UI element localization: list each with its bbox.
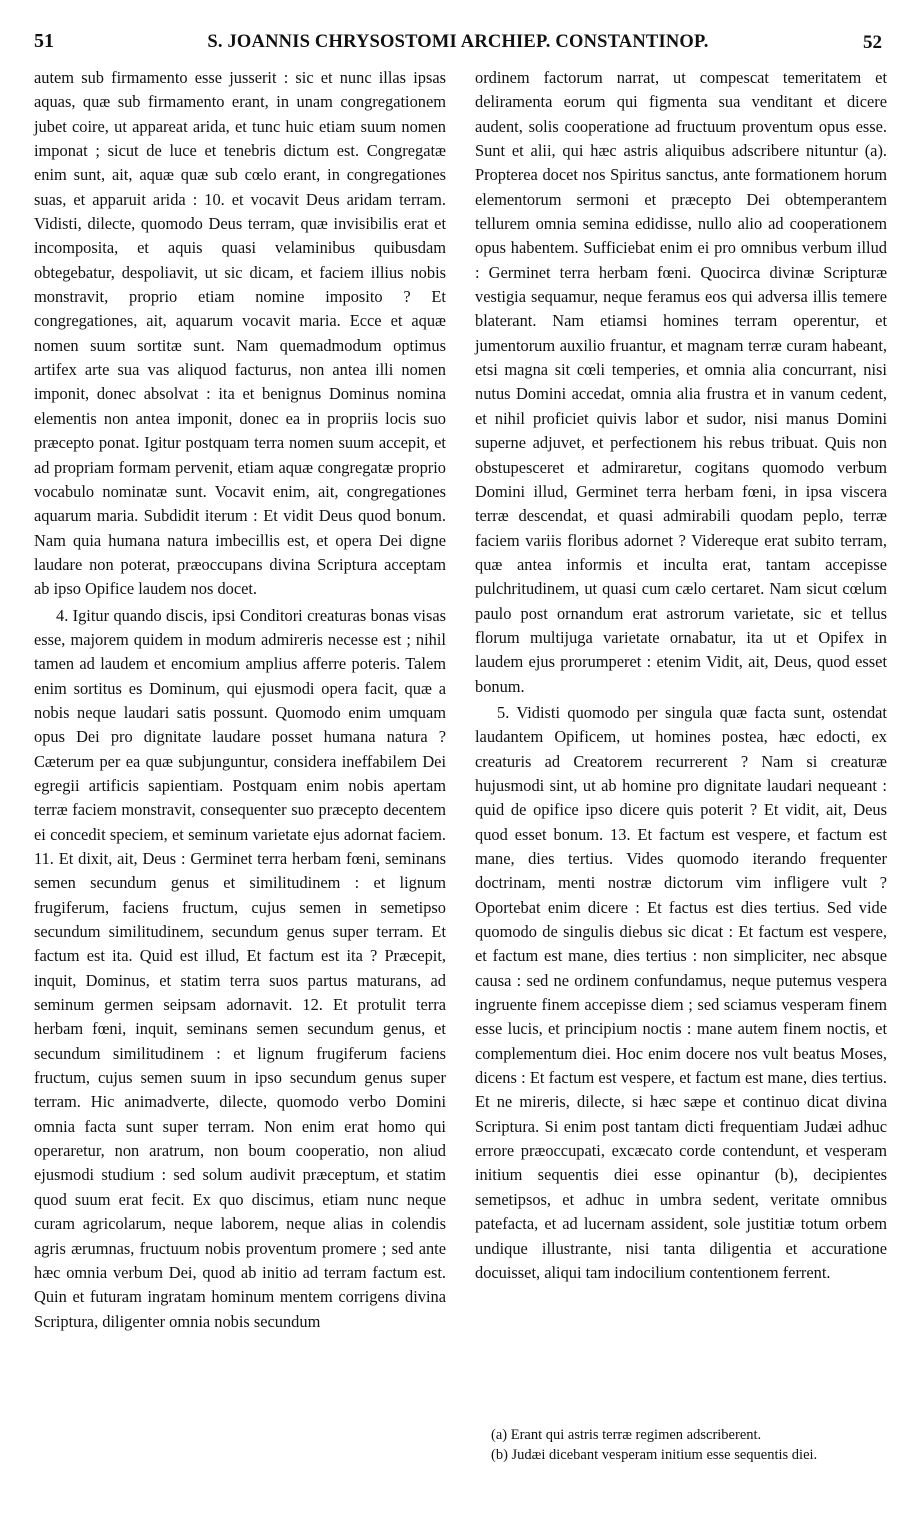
page-number-left: 51 xyxy=(34,30,54,52)
page-header xyxy=(34,30,882,60)
running-title: S. JOANNIS CHRYSOSTOMI ARCHIEP. CONSTANTINOP. xyxy=(207,32,709,52)
footnotes xyxy=(491,1425,891,1465)
right-column xyxy=(475,66,887,1285)
paragraph: 4. Igitur quando discis, ipsi Conditori creaturas bonas visas esse, majorem quidem in modum admireris necesse est ; nihil tamen ad laudem et encomium amplius afferre poteris. Talem enim sortitus es Dominum, qui ejusmodi opera facit, quæ a nobis neque laudari satis possunt. Quomodo enim umquam opus Dei pro dignitate laudare posset humana natura ? Cæterum per ea quæ subjunguntur, considera ineffabilem Dei egregii artificis sapientiam. Postquam enim nobis apertam terræ faciem monstravit, consequenter suo præcepto decentem ei concedit speciem, et seminum varietate ejus adornat faciem. 11. Et dixit, ait, Deus : Germinet terra herbam fœni, seminans semen secundum genus et similitudinem : et lignum frugiferum, faciens fructum, cujus semen in semetipso secundum similitudinem, secundum genus super terram. Et factum est ita. Quid est illud, Et factum est ita ? Præcepit, inquit, Dominus, et statim terra suos partus maturans, ad seminum germen seipsam adornavit. 12. Et protulit terra herbam fœni, inquit, seminans semen secundum genus, et secundum similitudinem : et lignum frugiferum faciens fructum, cujus semen suum in ipso secundum genus super terram. Hic animadverte, dilecte, quomodo verbo Domini omnia facta sunt super terram. Non enim erat homo qui operaretur, non aratrum, non boum cooperatio, non aliud ejusmodi studium : sed solum audivit præceptum, et statim quod suum erat fecit. Ex quo discimus, etiam nunc neque curam agricolarum, neque laborem, neque alias in colendis agris ærumnas, fructuum nobis proventum promere ; sed ante hæc omnia verbum Dei, quod ab initio ad terram factum est. Quin et futuram ingratam hominum mentem corrigens divina Scriptura, diligenter omnia nobis secundum xyxy=(34,605,446,1331)
paragraph: autem sub firmamento esse jusserit : sic et nunc illas ipsas aquas, quæ sub firmamento erant, in unam congregationem jubet coire, ut appareat arida, et tunc huic etiam suum nomen imponat ; sicut de luce et tenebris dictum est. Congregatæ enim sunt, ait, aquæ quæ sub cœlo erant, in congregationes suas, et apparuit arida : 10. et vocavit Deus aridam terram. Vidisti, dilecte, quomodo Deus terram, quæ invisibilis erat et incomposita, et aquis quasi velaminibus quibusdam obtegebatur, despoliavit, ut sic dicam, et faciem illius nobis monstravit, proprio etiam nomine imposito ? Et congregationes, ait, aquarum vocavit maria. Ecce et aquæ nomen suum sortitæ sunt. Nam quemadmodum optimus artifex arte sua vas aliquod facturus, non antea illi nomen imponit, donec absolvat : ita et benignus Dominus nomina elementis non antea imponit, donec ea in propriis locis suo præcepto ponat. Igitur postquam terra nomen suum accepit, et ad propriam formam pervenit, etiam aquæ congregatæ proprio vocabulo nominatæ sunt. Vocavit enim, ait, congregationes aquarum maria. Subdidit iterum : Et vidit Deus quod bonum. Nam quia humana natura imbecillis est, et opera Dei digne laudare non poterat, præoccupans divina Scriptura acceptam ab ipso Opifice laudem nos docet. xyxy=(34,68,446,599)
footnote: (a) Erant qui astris terræ regimen adscriberent. xyxy=(491,1427,762,1443)
page-number-right: 52 xyxy=(863,32,882,53)
paragraph: ordinem factorum narrat, ut compescat temeritatem et deliramenta eorum qui figmenta sua venditant et dicere audent, solis cooperatione ad fructuum proventum opus esse. Sunt et alii, qui hæc astris aliquibus adscribere nituntur (a). Propterea docet nos Spiritus sanctus, ante formationem horum elementorum sermoni et præcepto Dei obtemperantem tellurem omnia semina edidisse, nullo alio ad cooperationem opus habentem. Sufficiebat enim ei pro omnibus verbum illud : Germinet terra herbam fœni. Quocirca divinæ Scripturæ vestigia sequamur, neque feramus eos qui adversa illis temere blaterant. Nam etiamsi homines terram operentur, et jumentorum auxilio fruantur, et magnam terræ curam habeant, etsi magna sit cœli temperies, et omnia alia concurrant, nisi nutus Domini accedat, omnia alia frustra et in vanum cedent, et nihil proficiet quivis labor et sudor, nisi manus Domini superne adjuvet, et perfectionem his rebus tribuat. Quis non obstupesceret et admiraretur, cogitans quomodo verbum Domini illud, Germinet terra herbam fœni, in ipsa viscera terræ descendat, et quasi admirabili quodam peplo, terræ faciem variis floribus adornet ? Videreque erat subito terram, quæ antea informis et inculta erat, tantam accepisse pulchritudinem, ut quasi cum cælo certaret. Nam sicut cœlum paulo post ornandum erat astrorum varietate, sic et tellus florum multijuga varietate ornabatur, ita ut et Opifex in laudem ejus prorumperet : etenim Vidit, ait, Deus, quod esset bonum. xyxy=(475,68,887,696)
paragraph: 5. Vidisti quomodo per singula quæ facta sunt, ostendat laudantem Opificem, ut homines postea, hæc edocti, ex creaturis ad Creatorem recurrerent ? Nam si creaturæ hujusmodi sint, ut ab homine pro dignitate laudari nequeant : quid de opifice ipso dicere quis poterit ? Et vidit, ait, Deus quod esset bonum. 13. Et factum est vespere, et factum est mane, dies tertius. Vides quomodo iterando frequenter doctrinam, menti nostræ dictorum vim infligere vult ? Oportebat enim dicere : Et factus est dies tertius. Sed vide quomodo de singulis diebus sic dicat : Et factum est vespere, et factum est mane, dies tertius : non simpliciter, nec absque causa : sed ne ordinem confundamus, neque putemus vespera ingruente finem accepisse diem ; sed sciamus vesperam finem esse lucis, et principium noctis : mane autem finem noctis, et complementum diei. Hoc enim docere nos vult beatus Moses, dicens : Et factum est vespere, et factum est mane, dies tertius. Et ne mireris, dilecte, si hæc sæpe et continuo dicat divina Scriptura. Si enim post tantam dicti frequentiam Judæi adhuc errore præoccupati, excæcato corde contendunt, et vesperam initium sequentis diei esse opinantur (b), decipientes semetipsos, et adhuc in umbra sedent, veritate omnibus patefacta, et ad lucernam assident, sole justitiæ totum orbem undique illustrante, nisi tanta diligentia et accuratione docuisset, aliqui tam indocilium contentionem ferrent. xyxy=(475,702,887,1282)
left-column xyxy=(34,66,446,1334)
footnote: (b) Judæi dicebant vesperam initium esse sequentis diei. xyxy=(491,1447,818,1463)
